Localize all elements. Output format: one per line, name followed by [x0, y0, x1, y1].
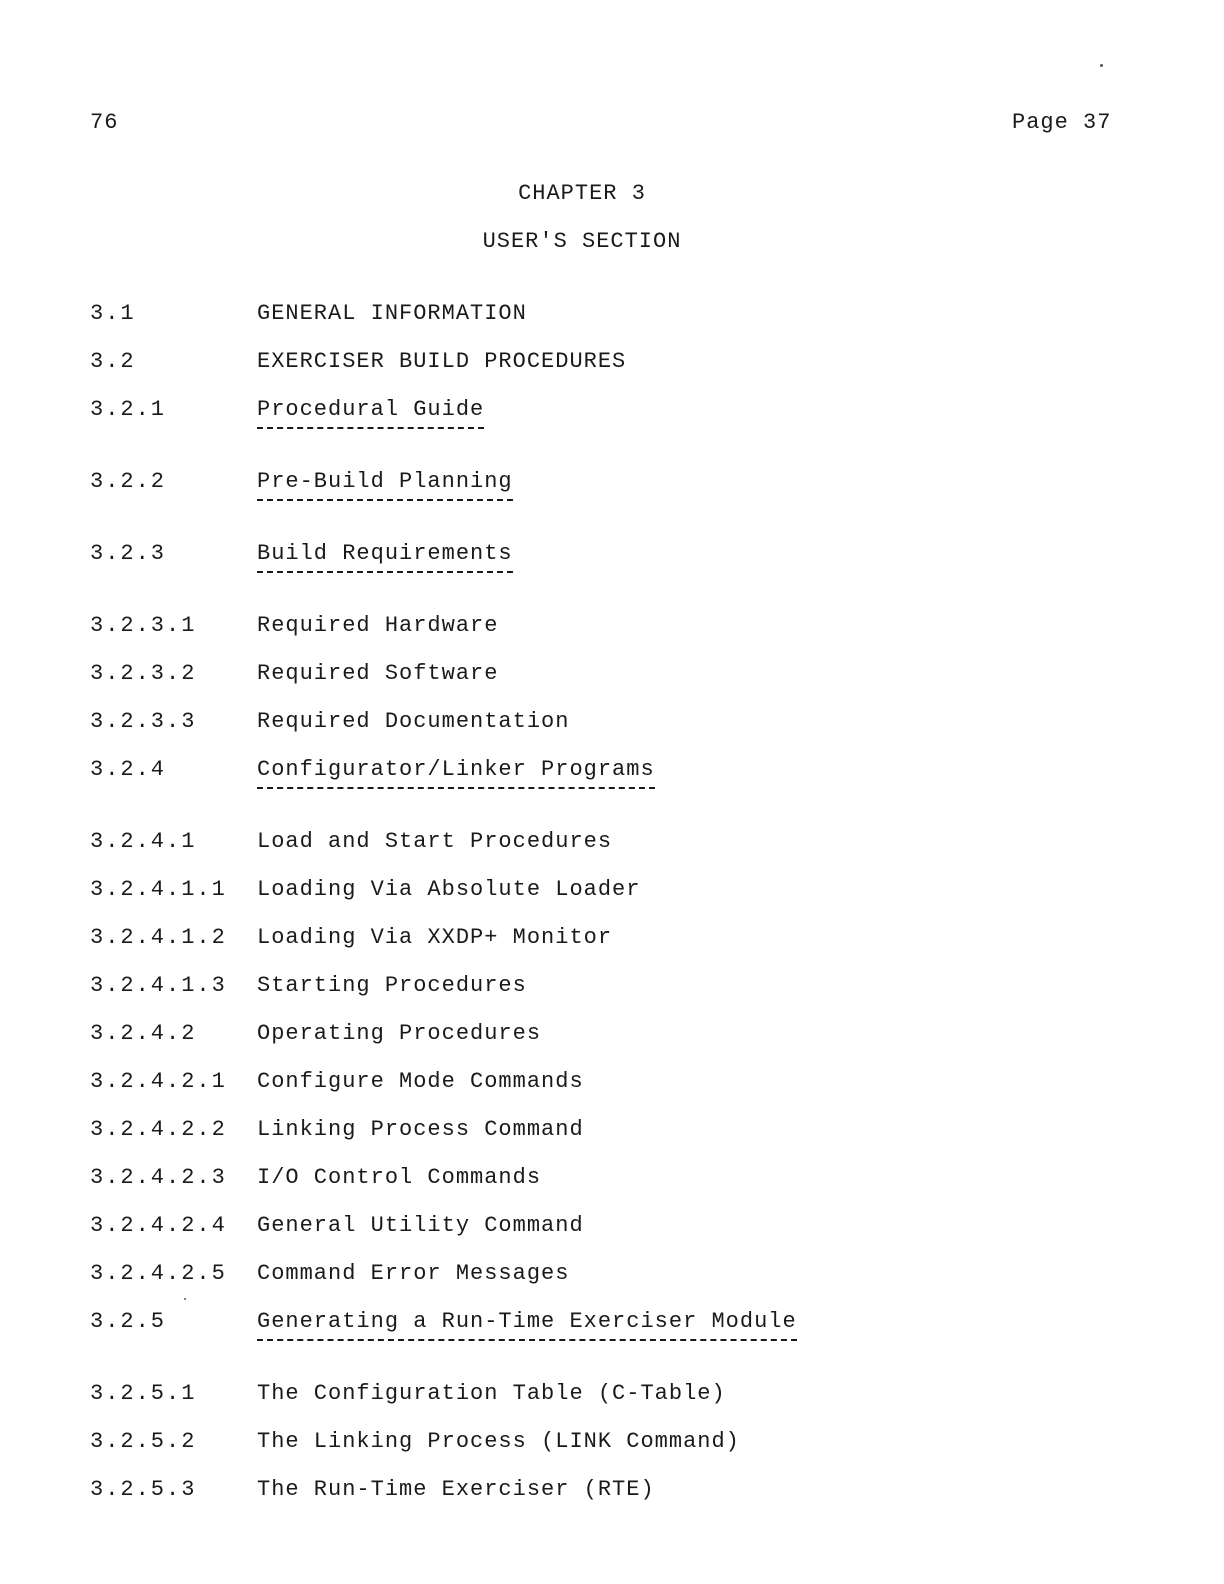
toc-entry-number: 3.2.3 [90, 541, 167, 566]
page-number: 76 [90, 110, 119, 135]
toc-entry-number: 3.2.5 [90, 1309, 167, 1334]
toc-entry-title: Configurator/Linker Programs [257, 757, 655, 782]
toc-entry-title: Generating a Run-Time Exerciser Module [257, 1309, 797, 1334]
toc-entry-number: 3.2.4.2.5 [90, 1261, 227, 1286]
toc-entry-number: 3.2 [90, 349, 136, 374]
toc-entry [0, 1381, 1224, 1411]
toc-entry [0, 1477, 1224, 1507]
page-label: Page 37 [1012, 110, 1112, 135]
scan-speck [1100, 64, 1103, 67]
title-underline [257, 499, 513, 501]
toc-entry-title: The Linking Process (LINK Command) [257, 1429, 740, 1454]
toc-entry [0, 1309, 1224, 1339]
toc-entry-title: Starting Procedures [257, 973, 527, 998]
toc-entry-title: Loading Via Absolute Loader [257, 877, 641, 902]
toc-entry-number: 3.2.4.2.1 [90, 1069, 227, 1094]
toc-entry [0, 541, 1224, 571]
toc-entry-title: EXERCISER BUILD PROCEDURES [257, 349, 627, 374]
chapter-title: CHAPTER 3 [518, 181, 646, 206]
toc-entry [0, 1429, 1224, 1459]
toc-entry [0, 1165, 1224, 1195]
scan-speck [184, 1298, 186, 1300]
toc-entry-number: 3.2.5.3 [90, 1477, 197, 1502]
toc-entry-title: Command Error Messages [257, 1261, 570, 1286]
section-title: USER'S SECTION [482, 229, 682, 254]
toc-entry-number: 3.2.4.1.3 [90, 973, 227, 998]
toc-entry [0, 301, 1224, 331]
toc-entry-number: 3.2.5.2 [90, 1429, 197, 1454]
title-underline [257, 787, 655, 789]
toc-entry-title: Required Documentation [257, 709, 570, 734]
toc-entry-title: Pre-Build Planning [257, 469, 513, 494]
toc-entry-title: Required Software [257, 661, 499, 686]
toc-entry [0, 1021, 1224, 1051]
toc-entry-title: The Run-Time Exerciser (RTE) [257, 1477, 655, 1502]
toc-entry-number: 3.2.4.2.3 [90, 1165, 227, 1190]
toc-entry-number: 3.1 [90, 301, 136, 326]
toc-entry-number: 3.2.4 [90, 757, 167, 782]
toc-entry [0, 877, 1224, 907]
toc-entry [0, 829, 1224, 859]
toc-entry [0, 469, 1224, 499]
toc-entry-title: Load and Start Procedures [257, 829, 613, 854]
toc-entry-number: 3.2.4.2.2 [90, 1117, 227, 1142]
toc-entry [0, 613, 1224, 643]
toc-entry-number: 3.2.3.1 [90, 613, 197, 638]
toc-entry [0, 925, 1224, 955]
toc-entry [0, 973, 1224, 1003]
title-underline [257, 1339, 797, 1341]
toc-entry-number: 3.2.4.2.4 [90, 1213, 227, 1238]
toc-entry-title: GENERAL INFORMATION [257, 301, 527, 326]
toc-entry-title: Operating Procedures [257, 1021, 542, 1046]
toc-entry-title: Build Requirements [257, 541, 513, 566]
title-underline [257, 427, 484, 429]
toc-entry-number: 3.2.1 [90, 397, 167, 422]
toc-entry [0, 1261, 1224, 1291]
toc-entry-number: 3.2.4.1 [90, 829, 197, 854]
toc-entry-title: Configure Mode Commands [257, 1069, 584, 1094]
toc-entry [0, 709, 1224, 739]
toc-entry [0, 1117, 1224, 1147]
toc-entry [0, 757, 1224, 787]
toc-entry-number: 3.2.4.1.1 [90, 877, 227, 902]
toc-entry [0, 397, 1224, 427]
toc-entry [0, 349, 1224, 379]
toc-entry-title: General Utility Command [257, 1213, 584, 1238]
toc-entry-title: Procedural Guide [257, 397, 485, 422]
toc-entry [0, 661, 1224, 691]
toc-entry-title: Required Hardware [257, 613, 499, 638]
toc-entry-number: 3.2.4.1.2 [90, 925, 227, 950]
toc-entry-number: 3.2.5.1 [90, 1381, 197, 1406]
title-underline [257, 571, 513, 573]
toc-entry-title: I/O Control Commands [257, 1165, 542, 1190]
toc-entry [0, 1069, 1224, 1099]
toc-entry [0, 1213, 1224, 1243]
toc-entry-title: Linking Process Command [257, 1117, 584, 1142]
toc-entry-number: 3.2.3.2 [90, 661, 197, 686]
toc-entry-number: 3.2.3.3 [90, 709, 197, 734]
toc-entry-number: 3.2.2 [90, 469, 167, 494]
toc-entry-title: The Configuration Table (C-Table) [257, 1381, 726, 1406]
toc-entry-number: 3.2.4.2 [90, 1021, 197, 1046]
toc-entry-title: Loading Via XXDP+ Monitor [257, 925, 613, 950]
